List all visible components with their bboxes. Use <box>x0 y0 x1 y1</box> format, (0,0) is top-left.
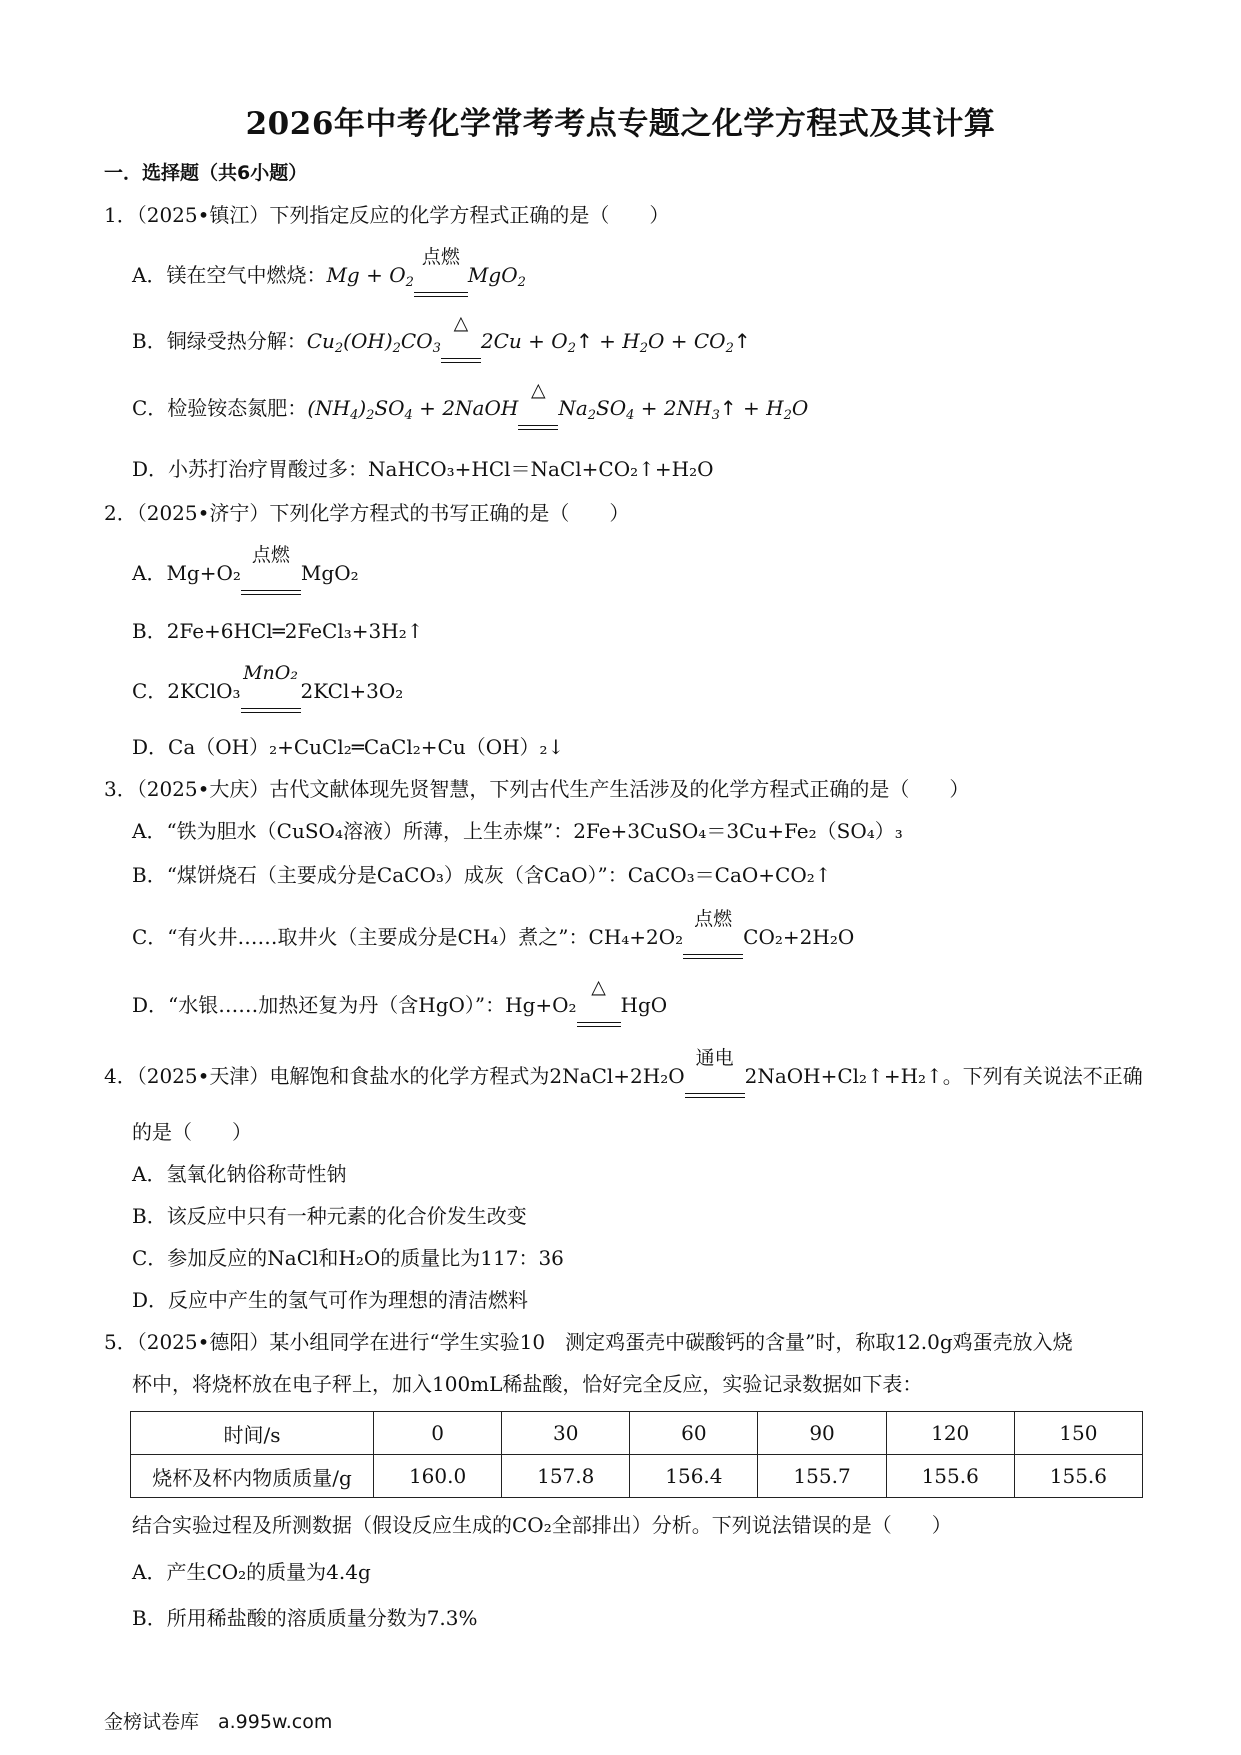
page-title: 2026年中考化学常考考点专题之化学方程式及其计算 <box>245 106 996 142</box>
question-2-option-c <box>132 662 404 704</box>
q2-c-left: C．2KClO₃ <box>132 679 241 703</box>
table-cell: 160.0 <box>374 1455 502 1498</box>
q1-c-text: C．检验铵态氮肥： <box>132 396 308 420</box>
experiment-data-table <box>130 1411 1143 1498</box>
table-cell: 155.6 <box>1014 1455 1142 1498</box>
section-heading: 一．选择题（共6小题） <box>104 162 308 184</box>
table-cell: 150 <box>1014 1412 1142 1455</box>
table-cell: 156.4 <box>630 1455 758 1498</box>
table-row-header: 烧杯及杯内物质质量/g <box>131 1455 374 1498</box>
question-1-option-a: A．镁在空气中燃烧：$Mg + O_2$ 点燃 MgO$_2$ <box>132 262 526 288</box>
reaction-condition-label: 点燃 <box>251 544 290 566</box>
question-1-stem: 1．（2025•镇江）下列指定反应的化学方程式正确的是（ ） <box>104 203 670 227</box>
equation-condition <box>414 246 468 288</box>
table-cell: 30 <box>502 1412 630 1455</box>
question-4-option-d: D．反应中产生的氢气可作为理想的清洁燃料 <box>132 1288 529 1312</box>
q3-d-right: HgO <box>620 993 668 1017</box>
equation-condition <box>685 1047 745 1089</box>
reaction-condition-label: 点燃 <box>421 246 460 268</box>
question-2-option-a <box>132 544 359 586</box>
question-1-option-d: D．小苏打治疗胃酸过多：NaHCO₃+HCl＝NaCl+CO₂↑+H₂O <box>132 457 714 481</box>
table-cell: 120 <box>886 1412 1014 1455</box>
q2-a-right: MgO₂ <box>300 561 359 585</box>
reaction-condition-label: △ <box>453 312 469 334</box>
table-cell: 155.6 <box>886 1455 1014 1498</box>
footer-watermark: 金榜试卷库 a.995w.com <box>104 1711 333 1733</box>
question-3-option-d <box>132 976 668 1018</box>
equation-condition <box>518 379 558 421</box>
equation-condition <box>441 312 481 354</box>
reaction-condition-label: 通电 <box>695 1047 734 1069</box>
q3-c-left: C．“有火井……取井火（主要成分是CH₄）煮之”：CH₄+2O₂ <box>132 925 684 949</box>
question-4-option-c: C．参加反应的NaCl和H₂O的质量比为117：36 <box>132 1246 564 1270</box>
table-cell: 157.8 <box>502 1455 630 1498</box>
question-3-option-a: A．“铁为胆水（CuSO₄溶液）所薄，上生赤煤”：2Fe+3CuSO₄＝3Cu+Fe₂（SO₄）₃ <box>132 819 903 843</box>
question-3-option-c <box>132 908 855 950</box>
question-3-stem: 3．（2025•大庆）古代文献体现先贤智慧，下列古代生产生活涉及的化学方程式正确的是（ ） <box>104 777 970 801</box>
question-5-stem-continued: 杯中，将烧杯放在电子秤上，加入100mL稀盐酸，恰好完全反应，实验记录数据如下表： <box>132 1372 923 1396</box>
q4-stem-right: 2NaOH+Cl₂↑+H₂↑。下列有关说法不正确 <box>744 1064 1143 1088</box>
reaction-condition-label: △ <box>531 379 546 401</box>
q2-c-right: 2KCl+3O₂ <box>300 679 404 703</box>
table-row-header: 时间/s <box>131 1412 374 1455</box>
question-5-stem: 5．（2025•德阳）某小组同学在进行“学生实验10 测定鸡蛋壳中碳酸钙的含量”时，称取12.0g鸡蛋壳放入烧 <box>104 1330 1073 1354</box>
question-5-after-table: 结合实验过程及所测数据（假设反应生成的CO₂全部排出）分析。下列说法错误的是（ ） <box>132 1513 952 1537</box>
q2-a-left: A．Mg+O₂ <box>132 561 241 585</box>
q3-c-right: CO₂+2H₂O <box>743 925 855 949</box>
question-5-option-b: B．所用稀盐酸的溶质质量分数为7.3% <box>132 1606 478 1630</box>
q1-b-text: B．铜绿受热分解： <box>132 329 307 353</box>
table-cell: 0 <box>374 1412 502 1455</box>
table-cell: 90 <box>758 1412 886 1455</box>
question-4-option-a: A．氢氧化钠俗称苛性钠 <box>132 1162 347 1186</box>
table-row <box>131 1455 1143 1498</box>
question-1-option-b: B．铜绿受热分解：$Cu_2(OH)_2CO_3$ △ $2Cu + O_2↑ + H_2O$ + $CO_2↑$ <box>132 328 751 354</box>
q3-d-left: D．“水银……加热还复为丹（含HgO）”：Hg+O₂ <box>132 993 577 1017</box>
question-1-option-c: C．检验铵态氮肥：$(NH_4)_2SO_4$ + 2NaOH △ $Na_2SO_4$ + $2NH_3↑ + H_2O$ <box>132 395 808 421</box>
question-5-option-a: A．产生CO₂的质量为4.4g <box>132 1560 371 1584</box>
question-2-option-b: B．2Fe+6HCl═2FeCl₃+3H₂↑ <box>132 619 424 643</box>
equation-condition <box>683 908 743 950</box>
reaction-condition-label: △ <box>591 976 606 998</box>
reaction-condition-label: 点燃 <box>694 908 733 930</box>
question-2-option-d: D．Ca（OH）₂+CuCl₂═CaCl₂+Cu（OH）₂↓ <box>132 735 565 759</box>
table-cell: 155.7 <box>758 1455 886 1498</box>
table-row <box>131 1412 1143 1455</box>
question-4-option-b: B．该反应中只有一种元素的化合价发生改变 <box>132 1204 527 1228</box>
q4-stem-left: 4．（2025•天津）电解饱和食盐水的化学方程式为2NaCl+2H₂O <box>104 1064 685 1088</box>
question-2-stem: 2．（2025•济宁）下列化学方程式的书写正确的是（ ） <box>104 501 630 525</box>
equation-condition <box>577 976 621 1018</box>
question-4-stem-continued: 的是（ ） <box>132 1120 252 1144</box>
table-cell: 60 <box>630 1412 758 1455</box>
question-4-stem <box>104 1047 1143 1089</box>
q1-a-text: A．镁在空气中燃烧： <box>132 263 327 287</box>
reaction-condition-label: MnO₂ <box>243 662 298 684</box>
equation-condition <box>241 544 301 586</box>
equation-condition <box>241 662 301 704</box>
question-3-option-b: B．“煤饼烧石（主要成分是CaCO₃）成灰（含CaO）”：CaCO₃＝CaO+CO₂↑ <box>132 863 832 887</box>
